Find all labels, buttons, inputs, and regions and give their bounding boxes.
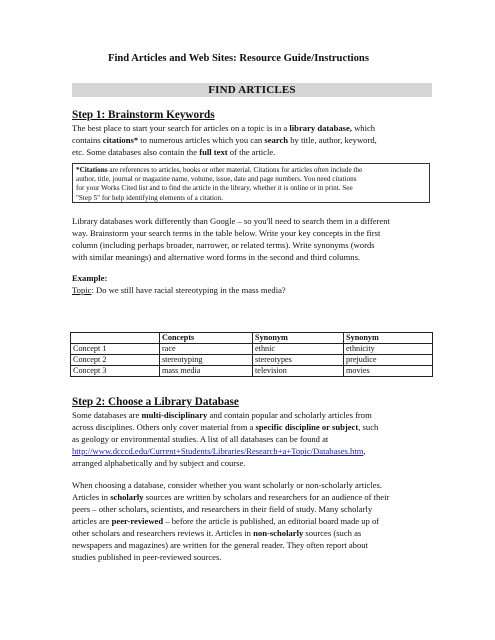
keyword-table	[70, 332, 433, 377]
step2-heading: Step 2: Choose a Library Database	[72, 396, 239, 408]
table-cell: mass media	[159, 366, 252, 377]
table-row	[71, 366, 433, 377]
table-cell: Concept 2	[71, 355, 160, 366]
step2-disciplines-paragraph: Some databases are multi-disciplinary and contain popular and scholarly articles from across disciplines. Others only cover material from a specific discipline or subject, such as geology or environmental studies. A list of all databases can be found at http://www.dcccd.edu/Current+Students/Libraries/Research+a+Topic/Databases.htm, arranged alphabetically and by subject and course.	[72, 410, 379, 468]
table-cell: ethnic	[253, 344, 344, 355]
table-cell: race	[159, 344, 252, 355]
table-cell: stereotypes	[253, 355, 344, 366]
table-cell: television	[253, 366, 344, 377]
table-row	[71, 344, 433, 355]
citation-note-box: *Citations are references to articles, books or other material. Citations for articles often include the author, title, journal or magazine name, volume, issue, date and page numbers. You need citations for your Works Cited list and to find the article in the library, whether it is online or in print. See "Step 5" for help identifying elements of a citation.	[72, 163, 430, 203]
table-cell: Concept 1	[71, 344, 160, 355]
section-title-bar: FIND ARTICLES	[72, 83, 432, 97]
example-label: Example:	[72, 273, 108, 283]
table-header-cell: Synonym	[344, 333, 433, 344]
table-row	[71, 355, 433, 366]
topic-label: Topic	[72, 285, 92, 295]
table-header-cell	[71, 333, 160, 344]
table-cell: ethnicity	[344, 344, 433, 355]
table-cell: movies	[344, 366, 433, 377]
table-header-cell: Synonym	[253, 333, 344, 344]
table-cell: prejudice	[344, 355, 433, 366]
table-cell: stereotyping	[159, 355, 252, 366]
table-header-row	[71, 333, 433, 344]
step1-databases-paragraph: Library databases work differently than Google – so you'll need to search them in a different way. Brainstorm your search terms in the table below. Write your key concepts in the first column (including perhaps broader, narrower, or related terms). Write synonyms (words with similar meanings) and alternative word forms in the second and third columns.	[72, 216, 390, 262]
example-block: Example: Topic: Do we still have racial stereotyping in the mass media?	[72, 272, 440, 296]
document-title: Find Articles and Web Sites: Resource Guide/Instructions	[108, 53, 369, 64]
step1-heading: Step 1: Brainstorm Keywords	[72, 109, 215, 121]
table-header-cell: Concepts	[159, 333, 252, 344]
table-cell: Concept 3	[71, 366, 160, 377]
step1-intro-paragraph: The best place to start your search for articles on a topic is in a library database, which contains citations* to numerous articles which you can search by title, author, keyword, etc. Some databases also contain the full text of the article.	[72, 123, 377, 157]
step2-scholarly-paragraph: When choosing a database, consider whether you want scholarly or non-scholarly articles. Articles in scholarly sources are written by scholars and researchers for an audience of their peers – other scholars, scientists, and researchers in their field of study. Many scholarly articles are peer-reviewed – before the article is published, an editorial board made up of other scholars and researchers reviews it. Articles in non-scholarly sources (such as newspapers and magazines) are written for the general reader. They often report about studies published in peer-reviewed sources.	[72, 480, 390, 562]
databases-link[interactable]: http://www.dcccd.edu/Current+Students/Libraries/Research+a+Topic/Databases.htm	[72, 446, 364, 456]
